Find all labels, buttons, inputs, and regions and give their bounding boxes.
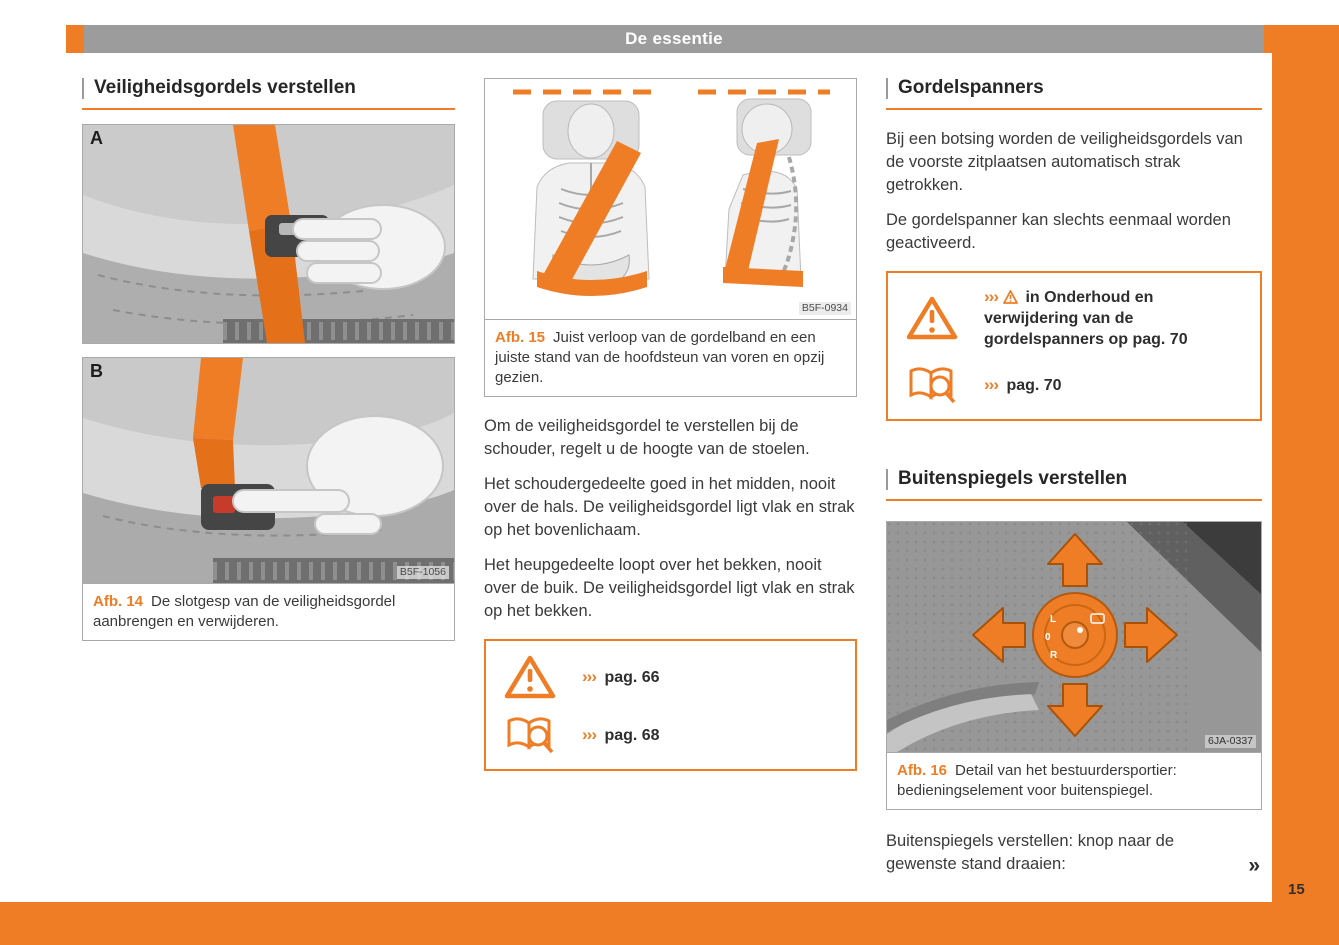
page-header [84, 25, 1264, 53]
figure-14 [82, 124, 455, 641]
figure-14-photo-a [82, 124, 455, 344]
column-left [82, 78, 455, 641]
figure-15-caption-text: Juist verloop van de gordelband en een juiste stand van de hoofdsteun van voren en opzij gezien. [495, 329, 825, 386]
page-border-bottom [0, 902, 1339, 945]
seatbelt-routing-illustration [485, 79, 856, 319]
figure-16-caption-text: Detail van het bestuurdersportier: bedieningselement voor buitenspiegel. [897, 761, 1177, 799]
figure-14-panel-b-label: B [90, 360, 103, 381]
paragraph: Bij een botsing worden de veiligheidsgordels van de voorste zitplaatsen automatisch strak getrokken. [886, 129, 1243, 194]
page-header-title: De essentie [625, 29, 723, 48]
figure-14-photo-b [82, 357, 455, 584]
reference-box [484, 639, 857, 771]
warning-reference [904, 286, 1244, 350]
reference-page: pag. 68 [604, 727, 660, 744]
paragraph: Buitenspiegels verstellen: knop naar de gewenste stand draaien: [886, 831, 1175, 873]
page-number: 15 [1288, 881, 1305, 898]
paragraph: Het heupgedeelte loopt over het bekken, nooit over de buik. De veiligheidsgordel ligt vlak en strak op het bekken. [484, 556, 855, 620]
warning-reference-text [984, 286, 1244, 350]
figure-15-caption-label: Afb. 15 [495, 329, 546, 346]
column-right [886, 78, 1262, 876]
warning-reference [502, 654, 839, 700]
book-reference-text [984, 374, 1062, 396]
knob-label-r: R [1050, 649, 1058, 661]
chevrons: ››› [582, 667, 596, 686]
section-heading-buitenspiegels [886, 469, 1262, 501]
warning-icon [502, 654, 558, 700]
figure-15-photo [484, 78, 857, 320]
figure-14-panel-a-label: A [90, 127, 103, 148]
book-reference [502, 714, 839, 756]
knob-label-0: 0 [1045, 631, 1051, 643]
figure-16-photo-code: 6JA-0337 [1205, 735, 1256, 748]
chevrons: ››› [984, 286, 998, 306]
section-heading-text: Buitenspiegels verstellen [886, 469, 1127, 490]
book-search-icon [904, 364, 960, 406]
book-reference [904, 364, 1244, 406]
reference-page: pag. 66 [604, 669, 660, 686]
header-accent-left [66, 25, 84, 53]
chevrons: ››› [582, 725, 596, 744]
paragraph: Het schoudergedeelte goed in het midden, nooit over de hals. De veiligheidsgordel ligt vlak en strak op het bovenlichaam. [484, 475, 855, 539]
figure-14-caption-label: Afb. 14 [93, 592, 144, 610]
figure-15-photo-code: B5F-0934 [799, 302, 851, 315]
figure-14-caption [82, 583, 455, 641]
reference-page: pag. 70 [1006, 376, 1062, 394]
section-heading-text: Veiligheidsgordels verstellen [82, 78, 356, 99]
section-heading-gordelspanners [886, 78, 1262, 110]
figure-16-caption [886, 752, 1262, 810]
figure-15 [484, 78, 857, 397]
reference-box [886, 271, 1262, 421]
warning-reference-text [582, 666, 660, 688]
figure-15-caption [484, 319, 857, 397]
inline-warning-icon [1003, 290, 1018, 304]
page-border-right [1272, 25, 1339, 945]
chevrons: ››› [984, 374, 998, 394]
figure-16-photo [886, 521, 1262, 753]
continuation-icon: » [1248, 853, 1260, 877]
closing-paragraph [886, 830, 1262, 876]
column-center [484, 78, 857, 771]
section-heading-veiligheidsgordels [82, 78, 455, 110]
mirror-control-photo [887, 522, 1261, 752]
warning-icon [904, 295, 960, 341]
seatbelt-buckle-photo-b [83, 358, 454, 583]
figure-16 [886, 521, 1262, 810]
seatbelt-buckle-photo-a [83, 125, 454, 343]
book-reference-text [582, 724, 660, 746]
figure-16-caption-label: Afb. 16 [897, 761, 948, 779]
paragraph: Om de veiligheidsgordel te verstellen bij de schouder, regelt u de hoogte van de stoelen. [484, 417, 810, 458]
figure-14-caption-text: De slotgesp van de veiligheidsgordel aanbrengen en verwijderen. [93, 592, 396, 630]
section-heading-text: Gordelspanners [886, 78, 1044, 99]
knob-label-l: L [1050, 613, 1057, 625]
paragraph: De gordelspanner kan slechts eenmaal worden geactiveerd. [886, 210, 1231, 252]
book-search-icon [502, 714, 558, 756]
reference-target: in Onderhoud en verwijdering van de gordelspanners op pag. 70 [984, 288, 1188, 348]
figure-14-photo-code: B5F-1056 [397, 566, 449, 579]
